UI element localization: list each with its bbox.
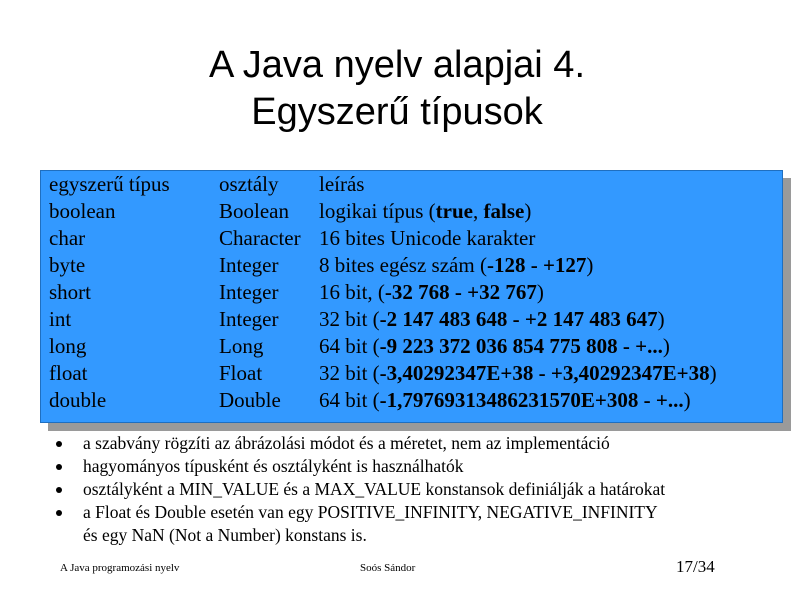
slide-title (0, 42, 794, 136)
bullet-text: osztályként a MIN_VALUE és a MAX_VALUE konstansok definiálják a határokat (83, 479, 666, 499)
bullet-icon (56, 510, 62, 516)
bullet-icon (56, 487, 62, 493)
class-cell: Double (219, 388, 281, 412)
description-cell: 64 bit (-1,79769313486231570E+308 - +...) (319, 388, 691, 412)
type-cell: long (49, 334, 87, 358)
type-cell: short (49, 280, 91, 304)
description-cell: 32 bit (-2 147 483 648 - +2 147 483 647) (319, 307, 665, 331)
type-cell: char (49, 226, 86, 250)
types-table (40, 170, 783, 423)
class-cell: Long (219, 334, 264, 358)
list-item (56, 501, 786, 524)
page-number: 17/34 (676, 557, 715, 576)
footer-course-title: A Java programozási nyelv (60, 562, 180, 574)
slide-title-line-1: A Java nyelv alapjai 4. (208, 44, 585, 86)
header-type: egyszerű típus (49, 172, 170, 196)
class-cell: Float (219, 361, 263, 385)
header-description: leírás (319, 172, 365, 196)
class-cell: Integer (219, 253, 279, 277)
list-item (56, 478, 786, 501)
bullet-text: a szabvány rögzíti az ábrázolási módot és a méretet, nem az implementáció (83, 433, 610, 453)
description-cell: 32 bit (-3,40292347E+38 - +3,40292347E+38) (319, 361, 717, 385)
description-cell: logikai típus (true, false) (319, 199, 532, 223)
list-item (56, 432, 786, 455)
bullet-text: a Float és Double esetén van egy POSITIVE_INFINITY, NEGATIVE_INFINITY (83, 502, 658, 522)
type-cell: float (49, 361, 88, 385)
description-cell: 16 bit, (-32 768 - +32 767) (319, 280, 544, 304)
list-item-continuation (56, 524, 786, 547)
bullet-list (56, 432, 786, 547)
slide-title-line-2: Egyszerű típusok (251, 91, 543, 133)
class-cell: Integer (219, 280, 279, 304)
bullet-icon (56, 441, 62, 447)
bullet-icon (56, 464, 62, 470)
type-cell: int (49, 307, 72, 331)
bullet-continuation-text: és egy NaN (Not a Number) konstans is. (83, 525, 367, 545)
footer-author: Soós Sándor (360, 562, 416, 574)
class-cell: Boolean (219, 199, 289, 223)
bullet-text: hagyományos típusként és osztályként is használhatók (83, 456, 464, 476)
type-cell: byte (49, 253, 86, 277)
list-item (56, 455, 786, 478)
description-cell: 8 bites egész szám (-128 - +127) (319, 253, 594, 277)
header-class: osztály (219, 172, 279, 196)
class-cell: Integer (219, 307, 279, 331)
description-cell: 64 bit (-9 223 372 036 854 775 808 - +...) (319, 334, 670, 358)
description-cell: 16 bites Unicode karakter (319, 226, 536, 250)
class-cell: Character (219, 226, 301, 250)
type-cell: boolean (49, 199, 116, 223)
type-cell: double (49, 388, 107, 412)
